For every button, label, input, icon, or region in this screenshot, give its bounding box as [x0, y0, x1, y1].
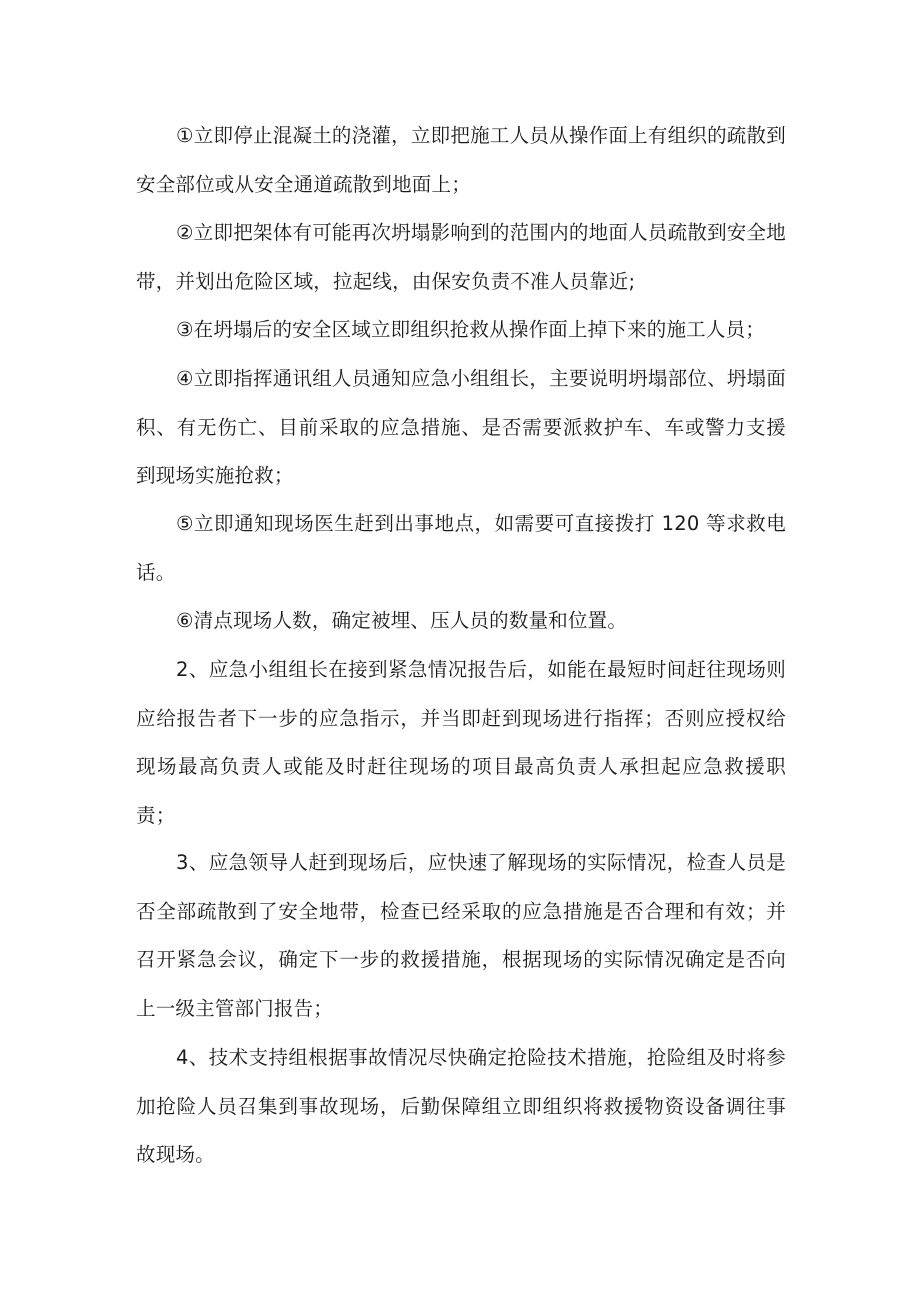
paragraph-step-5: ⑤立即通知现场医生赶到出事地点，如需要可直接拨打 120 等求救电话。	[136, 512, 786, 584]
paragraph-step-3: ③在坍塌后的安全区域立即组织抢救从操作面上掉下来的施工人员；	[176, 318, 765, 341]
paragraph-step-4: ④立即指挥通讯组人员通知应急小组组长，主要说明坍塌部位、坍塌面积、有无伤亡、目前采取的应急措施、是否需要派救护车、车或警力支援到现场实施抢救；	[136, 367, 786, 487]
paragraph-step-1: ①立即停止混凝土的浇灌，立即把施工人员从操作面上有组织的疏散到安全部位或从安全通道疏散到地面上；	[136, 124, 786, 196]
paragraph-item-4: 4、技术支持组根据事故情况尽快确定抢险技术措施，抢险组及时将参加抢险人员召集到事故现场，后勤保障组立即组织将救援物资设备调往事故现场。	[136, 1046, 786, 1166]
paragraph-step-2: ②立即把架体有可能再次坍塌影响到的范围内的地面人员疏散到安全地带，并划出危险区域，拉起线，由保安负责不准人员靠近;	[136, 221, 786, 293]
paragraph-item-2: 2、应急小组组长在接到紧急情况报告后，如能在最短时间赶往现场则应给报告者下一步的应急指示，并当即赶到现场进行指挥；否则应授权给现场最高负责人或能及时赶往现场的项目最高负责人承担起应急救援职责；	[136, 658, 786, 827]
paragraph-step-6: ⑥清点现场人数，确定被埋、压人员的数量和位置。	[176, 609, 628, 632]
paragraph-item-3: 3、应急领导人赶到现场后，应快速了解现场的实际情况，检查人员是否全部疏散到了安全地带，检查已经采取的应急措施是否合理和有效；并召开紧急会议，确定下一步的救援措施，根据现场的实际情况确定是否向上一级主管部门报告；	[136, 851, 786, 1020]
